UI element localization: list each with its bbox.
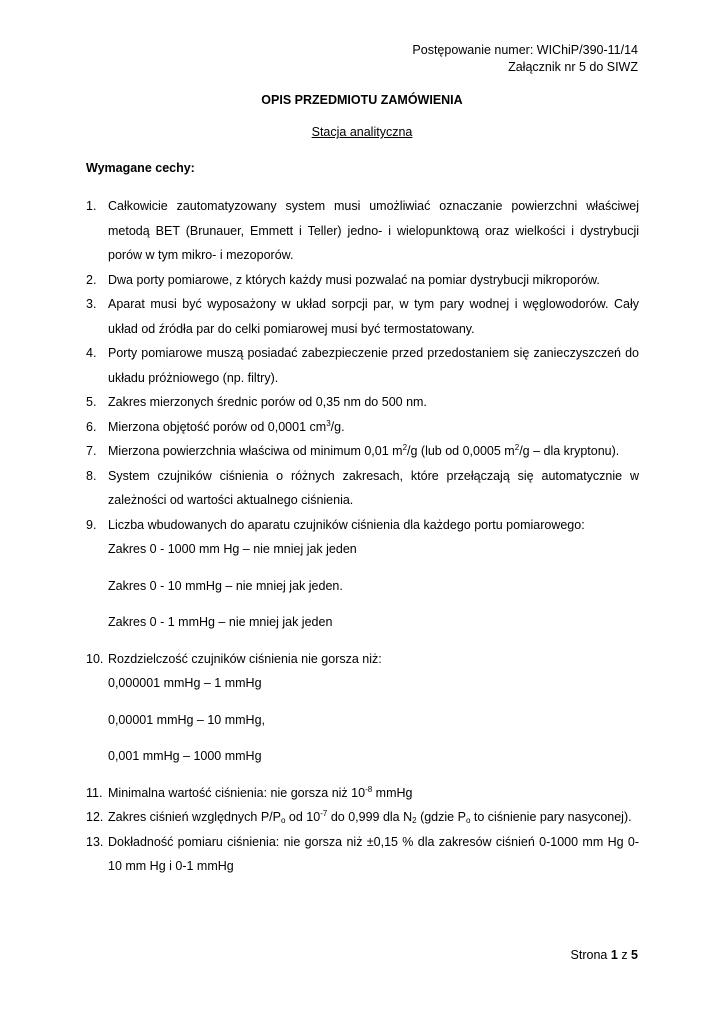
list-item (86, 513, 639, 538)
list-item (86, 647, 639, 672)
requirements-heading: Wymagane cechy: (86, 161, 195, 175)
item-number: 10. (86, 651, 104, 666)
item-text: Rozdzielczość czujników ciśnienia nie gorsza niż: (108, 651, 382, 666)
item-number: 8. (86, 468, 97, 483)
item-text: Aparat musi być wyposażony w układ sorpcji par, w tym pary wodnej i węglowodorów. Cały układ od źródła par do celki pomiarowej musi być termostatowany. (108, 297, 639, 336)
document-subtitle: Stacja analityczna (311, 125, 413, 139)
superscript: -7 (320, 809, 328, 818)
item-text: Liczba wbudowanych do aparatu czujników ciśnienia dla każdego portu pomiarowego: (108, 517, 585, 532)
sub-item: Zakres 0 - 1 mmHg – nie mniej jak jeden (108, 615, 333, 629)
item-number: 3. (86, 297, 97, 311)
item-text: System czujników ciśnienia o różnych zakresach, które przełączają się automatycznie w zależności od wartości aktualnego ciśnienia. (108, 468, 639, 507)
text-fragment: (gdzie P (416, 810, 466, 824)
list-item (86, 390, 639, 415)
item-text (108, 415, 639, 440)
attachment-label: Załącznik nr 5 do SIWZ (508, 60, 638, 74)
page-footer (571, 948, 638, 962)
list-item (86, 268, 639, 293)
item-number: 1. (86, 199, 97, 213)
superscript: -8 (365, 784, 373, 794)
superscript: 2 (402, 443, 408, 452)
text-fragment: Mierzona objętość porów od 0,0001 cm (108, 419, 327, 434)
item-text: Całkowicie zautomatyzowany system musi umożliwiać oznaczanie powierzchni właściwej metodą BET (Brunauer, Emmett i Teller) jedno- i wielopunktową oraz wielkości i dystrybucji porów w tym mikro- i mezoporów. (108, 199, 639, 262)
item-text: Porty pomiarowe muszą posiadać zabezpieczenie przed przedostaniem się zanieczyszczeń do układu próżniowego (np. filtry). (108, 346, 639, 385)
subscript: 2 (412, 816, 417, 825)
text-fragment: od 10 (285, 810, 321, 824)
list-item (86, 830, 639, 879)
superscript: 2 (514, 443, 520, 452)
subscript: o (465, 816, 471, 825)
page-total: 5 (631, 948, 638, 962)
list-item (86, 781, 639, 806)
sub-item: 0,00001 mmHg – 10 mmHg, (108, 712, 266, 727)
item-number: 5. (86, 395, 97, 409)
sub-item: Zakres 0 - 1000 mm Hg – nie mniej jak jeden (108, 542, 357, 556)
list-item (86, 464, 639, 513)
item-text: Zakres mierzonych średnic porów od 0,35 nm do 500 nm. (108, 395, 427, 409)
page-number: 1 (610, 948, 618, 962)
text-fragment: /g. (330, 419, 345, 434)
document-title: OPIS PRZEDMIOTU ZAMÓWIENIA (261, 93, 463, 107)
sub-item: 0,000001 mmHg – 1 mmHg (108, 676, 262, 690)
item-text (108, 781, 639, 806)
sub-item: Zakres 0 - 10 mmHg – nie mniej jak jeden. (108, 578, 343, 593)
list-item (86, 341, 639, 390)
item-number: 6. (86, 419, 97, 434)
list-item (86, 292, 639, 341)
item-text (108, 439, 639, 464)
page-of: z (621, 948, 628, 962)
subscript: o (281, 816, 286, 825)
text-fragment: Mierzona powierzchnia właściwa od minimum 0,01 m (108, 444, 403, 458)
superscript: 3 (326, 418, 331, 428)
document-header (412, 42, 638, 76)
list-item (86, 805, 639, 830)
item-text (108, 805, 639, 830)
text-fragment: do 0,999 dla N (327, 810, 413, 824)
item-number: 2. (86, 272, 97, 287)
list-item (86, 415, 639, 440)
item-number: 11. (86, 785, 103, 800)
item-number: 7. (86, 444, 97, 458)
text-fragment: /g – dla kryptonu). (519, 444, 620, 458)
item-number: 4. (86, 346, 97, 360)
item-number: 13. (86, 834, 104, 849)
page-label: Strona (570, 948, 608, 962)
list-item (86, 194, 639, 268)
item-text: Dwa porty pomiarowe, z których każdy musi pozwalać na pomiar dystrybucji mikroporów. (108, 272, 600, 287)
text-fragment: Zakres ciśnień względnych P/P (108, 810, 281, 824)
text-fragment: to ciśnienie pary nasyconej). (470, 810, 632, 824)
text-fragment: /g (lub od 0,0005 m (407, 444, 515, 458)
item-text: Dokładność pomiaru ciśnienia: nie gorsza niż ±0,15 % dla zakresów ciśnień 0-1000 mm Hg 0-10 mm Hg i 0-1 mmHg (108, 834, 639, 873)
text-fragment: Minimalna wartość ciśnienia: nie gorsza niż 10 (108, 785, 366, 800)
requirements-list (86, 194, 639, 879)
item-number: 12. (86, 810, 104, 824)
text-fragment: mmHg (372, 785, 413, 800)
list-item (86, 439, 639, 464)
item-number: 9. (86, 517, 97, 532)
procedure-number: Postępowanie numer: WIChiP/390-11/14 (412, 43, 638, 57)
sub-item: 0,001 mmHg – 1000 mmHg (108, 749, 262, 763)
